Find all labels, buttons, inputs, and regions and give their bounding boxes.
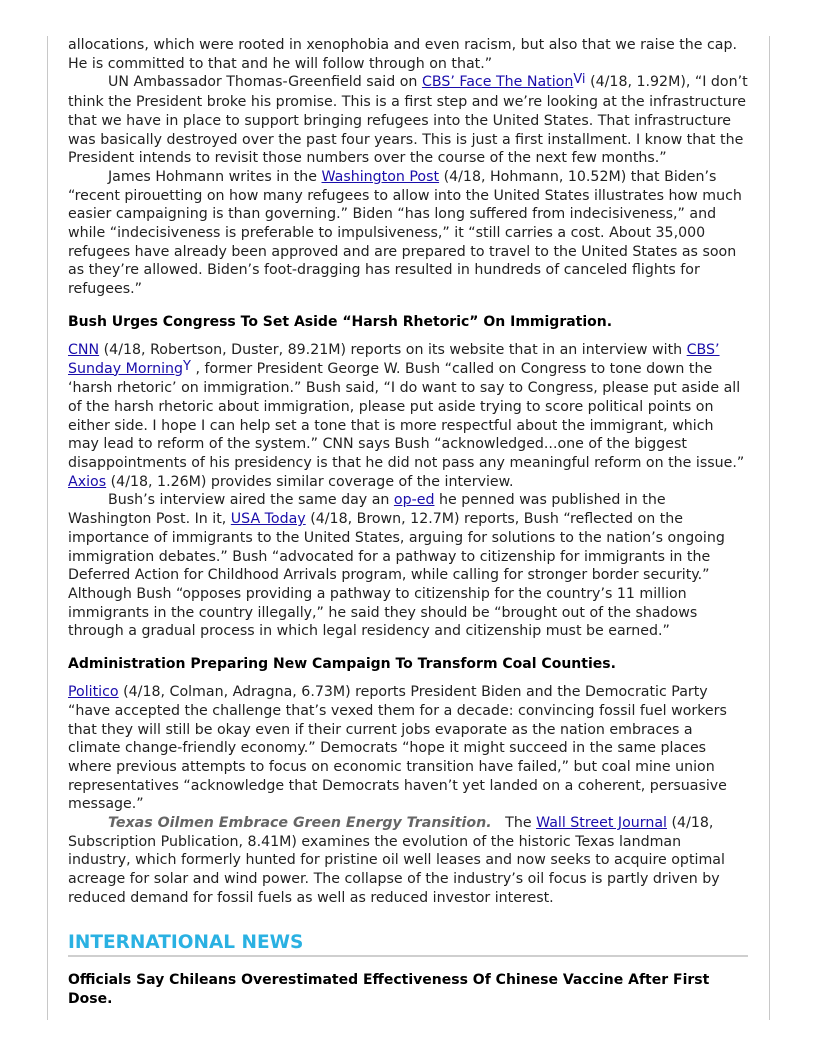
link-cbs-sunday-morning[interactable]: CBS’ Sunday Morning	[68, 341, 720, 377]
video-marker[interactable]: Vi	[573, 72, 586, 88]
link-cnn[interactable]: CNN	[68, 341, 100, 358]
link-politico[interactable]: Politico	[68, 684, 119, 701]
link-op-ed[interactable]: op-ed	[393, 492, 435, 509]
paragraph-bush-oped: Bush’s interview aired the same day an op-ed he penned was published in the Washington Post. In it, USA Today (4/18, Brown, 12.7M) reports, Bush “reflected on the importance of immigrants to the United States, arguing for solutions to the nation’s ongoing immigration debates.” Bush “advocated for a pathway to citizenship for immigrants in the Deferred Action for Childhood Arrivals program, while calling for stronger border security.” Although Bush “opposes providing a pathway to citizenship for the country’s 11 million immigrants in the country illegally,” he said they should be “brought out of the shadows through a gradual process in which legal residency and citizenship must be earned.”	[68, 492, 725, 640]
link-usa-today[interactable]: USA Today	[230, 511, 306, 528]
section-title-international-news: INTERNATIONAL NEWS	[68, 932, 748, 957]
video-marker[interactable]: Y	[183, 358, 191, 374]
article-body	[68, 36, 748, 1009]
paragraph-hohmann: James Hohmann writes in the Washington Post (4/18, Hohmann, 10.52M) that Biden’s “recent pirouetting on how many refugees to allow into the United States illustrates how much easier campaigning is than governing.” Biden “has long suffered from indecisiveness,” and while “indecisiveness is preferable to impulsiveness,” it “still carries a cost. About 35,000 refugees have already been approved and are prepared to travel to the United States as soon as they’re allowed. Biden’s foot-dragging has resulted in hundreds of canceled flights for refugees.”	[68, 168, 742, 298]
link-cbs-face-the-nation[interactable]: CBS’ Face The Nation	[421, 74, 574, 91]
subheadline-texas-oilmen: Texas Oilmen Embrace Green Energy Transition.	[108, 815, 492, 832]
link-wall-street-journal[interactable]: Wall Street Journal	[536, 815, 667, 832]
headline-coal-counties: Administration Preparing New Campaign To Transform Coal Counties.	[68, 656, 616, 673]
headline-chile-vaccine: Officials Say Chileans Overestimated Effectiveness Of Chinese Vaccine After First Dose.	[68, 971, 710, 1007]
paragraph-texas-oilmen: Texas Oilmen Embrace Green Energy Transition. The Wall Street Journal (4/18, Subscription Publication, 8.41M) examines the evolution of the historic Texas landman industry, which formerly hunted for pristine oil well leases and now seeks to acquire optimal acreage for solar and wind power. The collapse of the industry’s oil focus is partly driven by reduced demand for fossil fuels as well as reduced investor interest.	[68, 815, 725, 906]
paragraph-thomas-greenfield: UN Ambassador Thomas-Greenfield said on CBS’ Face The NationVi (4/18, 1.92M), “I don’t think the President broke his promise. This is a first step and we’re looking at the infrastructure that we have in place to support bringing refugees into the United States. That infrastructure was basically destroyed over the past four years. This is just a first installment. I know that the President intends to revisit those numbers over the course of the next few months.”	[68, 72, 748, 167]
link-axios[interactable]: Axios	[68, 473, 107, 490]
paragraph-politico: Politico (4/18, Colman, Adragna, 6.73M) reports President Biden and the Democratic Party “have accepted the challenge that’s vexed them for a decade: convincing fossil fuel workers that they will still be okay even if their current jobs evaporate as the nation embraces a climate change-friendly economy.” Democrats “hope it might succeed in the same places where previous attempts to focus on economic transition have failed,” but coal mine union representatives “acknowledge that Democrats haven’t yet landed on a coherent, persuasive message.”	[68, 684, 727, 813]
paragraph-refugee-cap: allocations, which were rooted in xenophobia and even racism, but also that we raise the cap. He is committed to that and he will follow through on that.”	[68, 37, 738, 72]
paragraph-bush-cnn: CNN (4/18, Robertson, Duster, 89.21M) reports on its website that in an interview with CBS’ Sunday MorningY , former President George W. Bush “called on Congress to tone down the ‘harsh rhetoric’ on immigration.” Bush said, “I do want to say to Congress, please put aside all of the harsh rhetoric about immigration, please put aside trying to score political points on either side. I hope I can help set a tone that is more respectful about the immigrant, which may lead to reform of the system.” CNN says Bush “acknowledged...one of the biggest disappointments of his presidency is that he did not pass any meaningful reform on the issue.” Axios (4/18, 1.26M) provides similar coverage of the interview.	[68, 341, 745, 490]
link-washington-post[interactable]: Washington Post	[321, 168, 440, 185]
headline-bush-immigration: Bush Urges Congress To Set Aside “Harsh Rhetoric” On Immigration.	[68, 313, 613, 330]
